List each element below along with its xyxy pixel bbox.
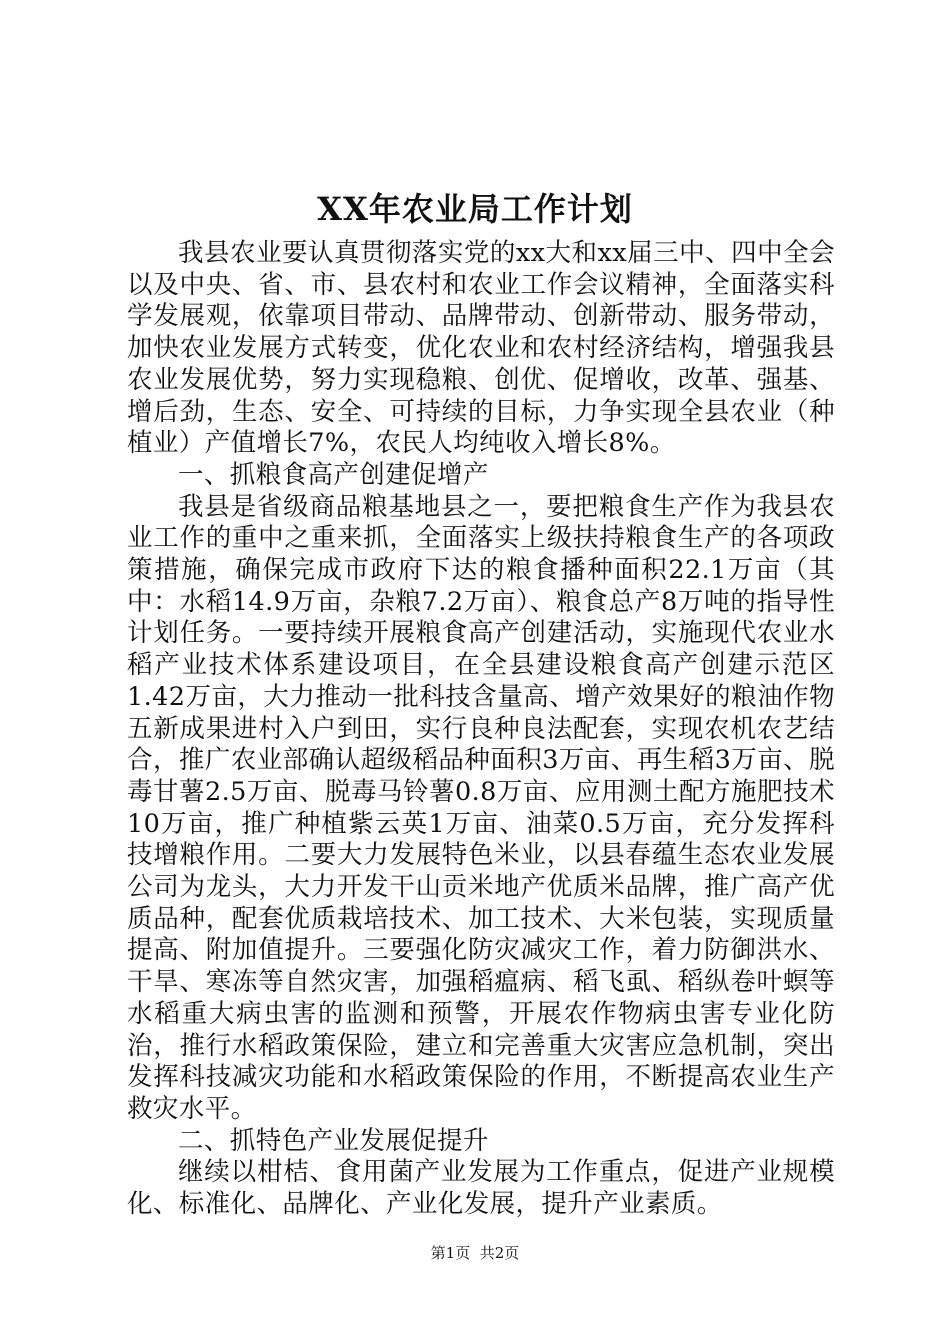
intro-paragraph: 我县农业要认真贯彻落实党的xx大和xx届三中、四中全会以及中央、省、市、县农村和农业工作会议精神，全面落实科学发展观，依靠项目带动、品牌带动、创新带动、服务带动，加快农业发展方式转变，优化农业和农村经济结构，增强我县农业发展优势，努力实现稳粮、创优、促增收，改革、强基、增后劲，生态、安全、可持续的目标，力争实现全县农业（种植业）产值增长7%，农民人均纯收入增长8%。 [127, 238, 835, 459]
page-total: 共2页 [479, 1244, 520, 1262]
footer-separator [470, 1244, 480, 1262]
page-footer [0, 1243, 950, 1263]
page-number: 第1页 [430, 1244, 471, 1262]
section-heading-1: 一、抓粮食高产创建促增产 [178, 459, 489, 490]
section-heading-2: 二、抓特色产业发展促提升 [178, 1125, 489, 1156]
section-1-paragraph: 我县是省级商品粮基地县之一，要把粮食生产作为我县农业工作的重中之重来抓，全面落实上级扶持粮食生产的各项政策措施，确保完成市政府下达的粮食播种面积22.1万亩（其中：水稻14.9万亩，杂粮7.2万亩）、粮食总产8万吨的指导性计划任务。一要持续开展粮食高产创建活动，实施现代农业水稻产业技术体系建设项目，在全县建设粮食高产创建示范区1.42万亩，大力推动一批科技含量高、增产效果好的粮油作物五新成果进村入户到田，实行良种良法配套，实现农机农艺结合，推广农业部确认超级稻品种面积3万亩、再生稻3万亩、脱毒甘薯2.5万亩、脱毒马铃薯0.8万亩、应用测土配方施肥技术10万亩，推广种植紫云英1万亩、油菜0.5万亩，充分发挥科技增粮作用。二要大力发展特色米业，以县春蕴生态农业发展公司为龙头，大力开发干山贡米地产优质米品牌，推广高产优质品种，配套优质栽培技术、加工技术、大米包装，实现质量提高、附加值提升。三要强化防灾减灾工作，着力防御洪水、干旱、寒冻等自然灾害，加强稻瘟病、稻飞虱、稻纵卷叶螟等水稻重大病虫害的监测和预警，开展农作物病虫害专业化防治，推行水稻政策保险，建立和完善重大灾害应急机制，突出发挥科技减灾功能和水稻政策保险的作用，不断提高农业生产救灾水平。 [127, 491, 835, 1124]
document-body [127, 238, 835, 1221]
document-title: XX年农业局工作计划 [317, 190, 633, 228]
section-2-paragraph: 继续以柑桔、食用菌产业发展为工作重点，促进产业规模化、标准化、品牌化、产业化发展，提升产业素质。 [127, 1157, 835, 1220]
